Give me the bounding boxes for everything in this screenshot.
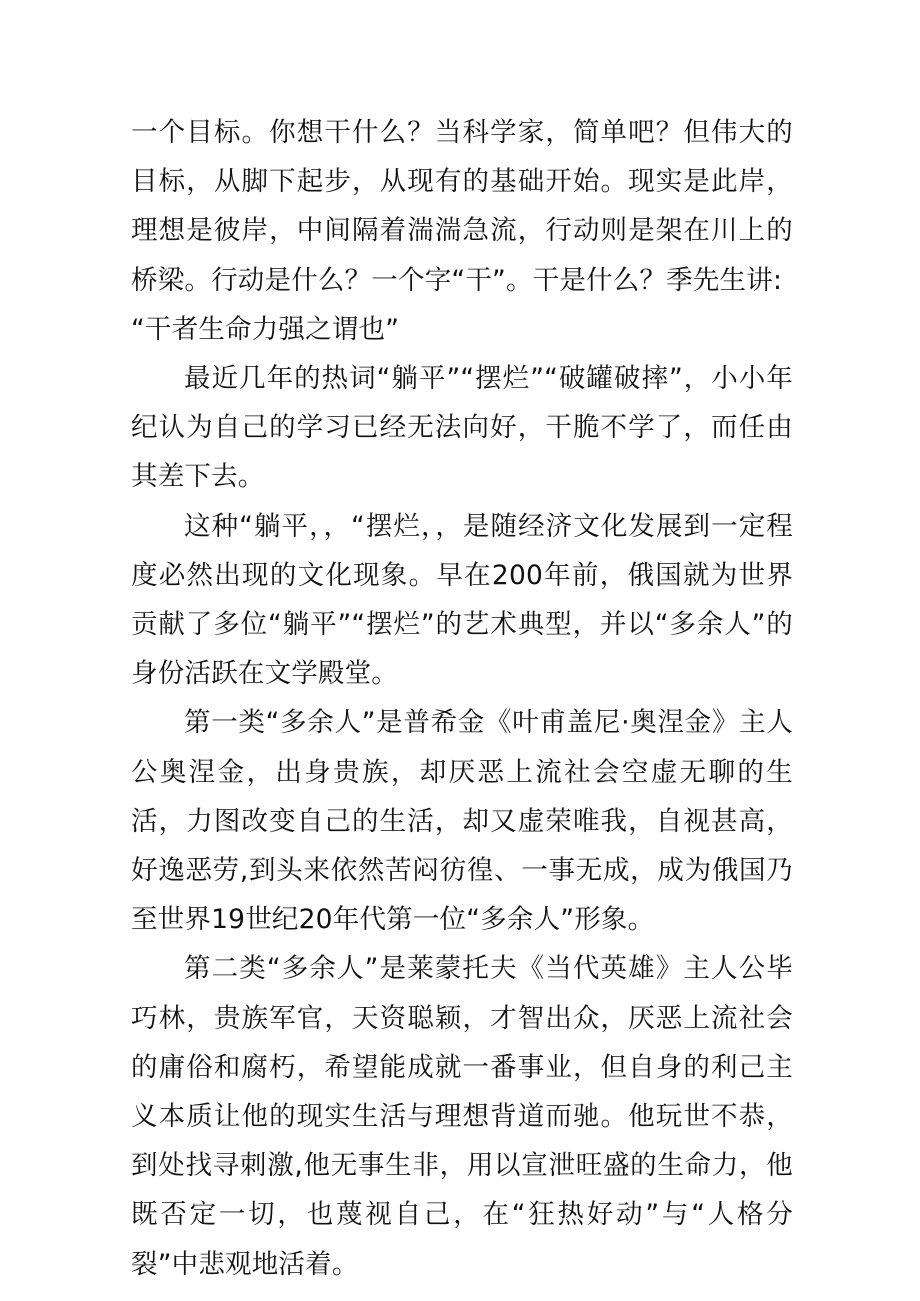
- paragraph-cultural-phenomenon: 这种“躺平，，“摆烂，，是随经济文化发展到一定程度必然出现的文化现象。早在200年前，俄国就为世界贡献了多位“躺平”“摆烂”的艺术典型，并以“多余人”的身份活跃在文学殿堂。: [131, 510, 793, 690]
- paragraph-first-superfluous-man: 第一类“多余人”是普希金《叶甫盖尼·奥涅金》主人公奥涅金，出身贵族，却厌恶上流社会空虚无聊的生活，力图改变自己的生活，却又虚荣唯我，自视甚高，好逸恶劳,到头来依然苦闷彷徨、一事无成，成为俄国乃至世界19世纪20年代第一位“多余人”形象。: [131, 707, 793, 936]
- paragraph-hot-words: 最近几年的热词“躺平”“摆烂”“破罐破摔”，小小年纪认为自己的学习已经无法向好，干脆不学了，而任由其差下去。: [131, 363, 793, 493]
- paragraph-continuation: 一个目标。你想干什么？当科学家，简单吧？但伟大的目标，从脚下起步，从现有的基础开始。现实是此岸，理想是彼岸，中间隔着湍湍急流，行动则是架在川上的桥梁。行动是什么？一个字“干”。干是什么？季先生讲:: [131, 117, 793, 296]
- document-body: [131, 108, 793, 1289]
- paragraph-second-superfluous-man: 第二类“多余人”是莱蒙托夫《当代英雄》主人公毕巧林，贵族军官，天资聪颖，才智出众，厌恶上流社会的庸俗和腐朽，希望能成就一番事业，但自身的利己主义本质让他的现实生活与理想背道而驰。他玩世不恭，到处找寻刺激,他无事生非，用以宣泄旺盛的生命力，他既否定一切，也蔑视自己，在“狂热好动”与“人格分裂”中悲观地活着。: [131, 953, 793, 1280]
- paragraph-quote: “干者生命力强之谓也”: [131, 313, 400, 345]
